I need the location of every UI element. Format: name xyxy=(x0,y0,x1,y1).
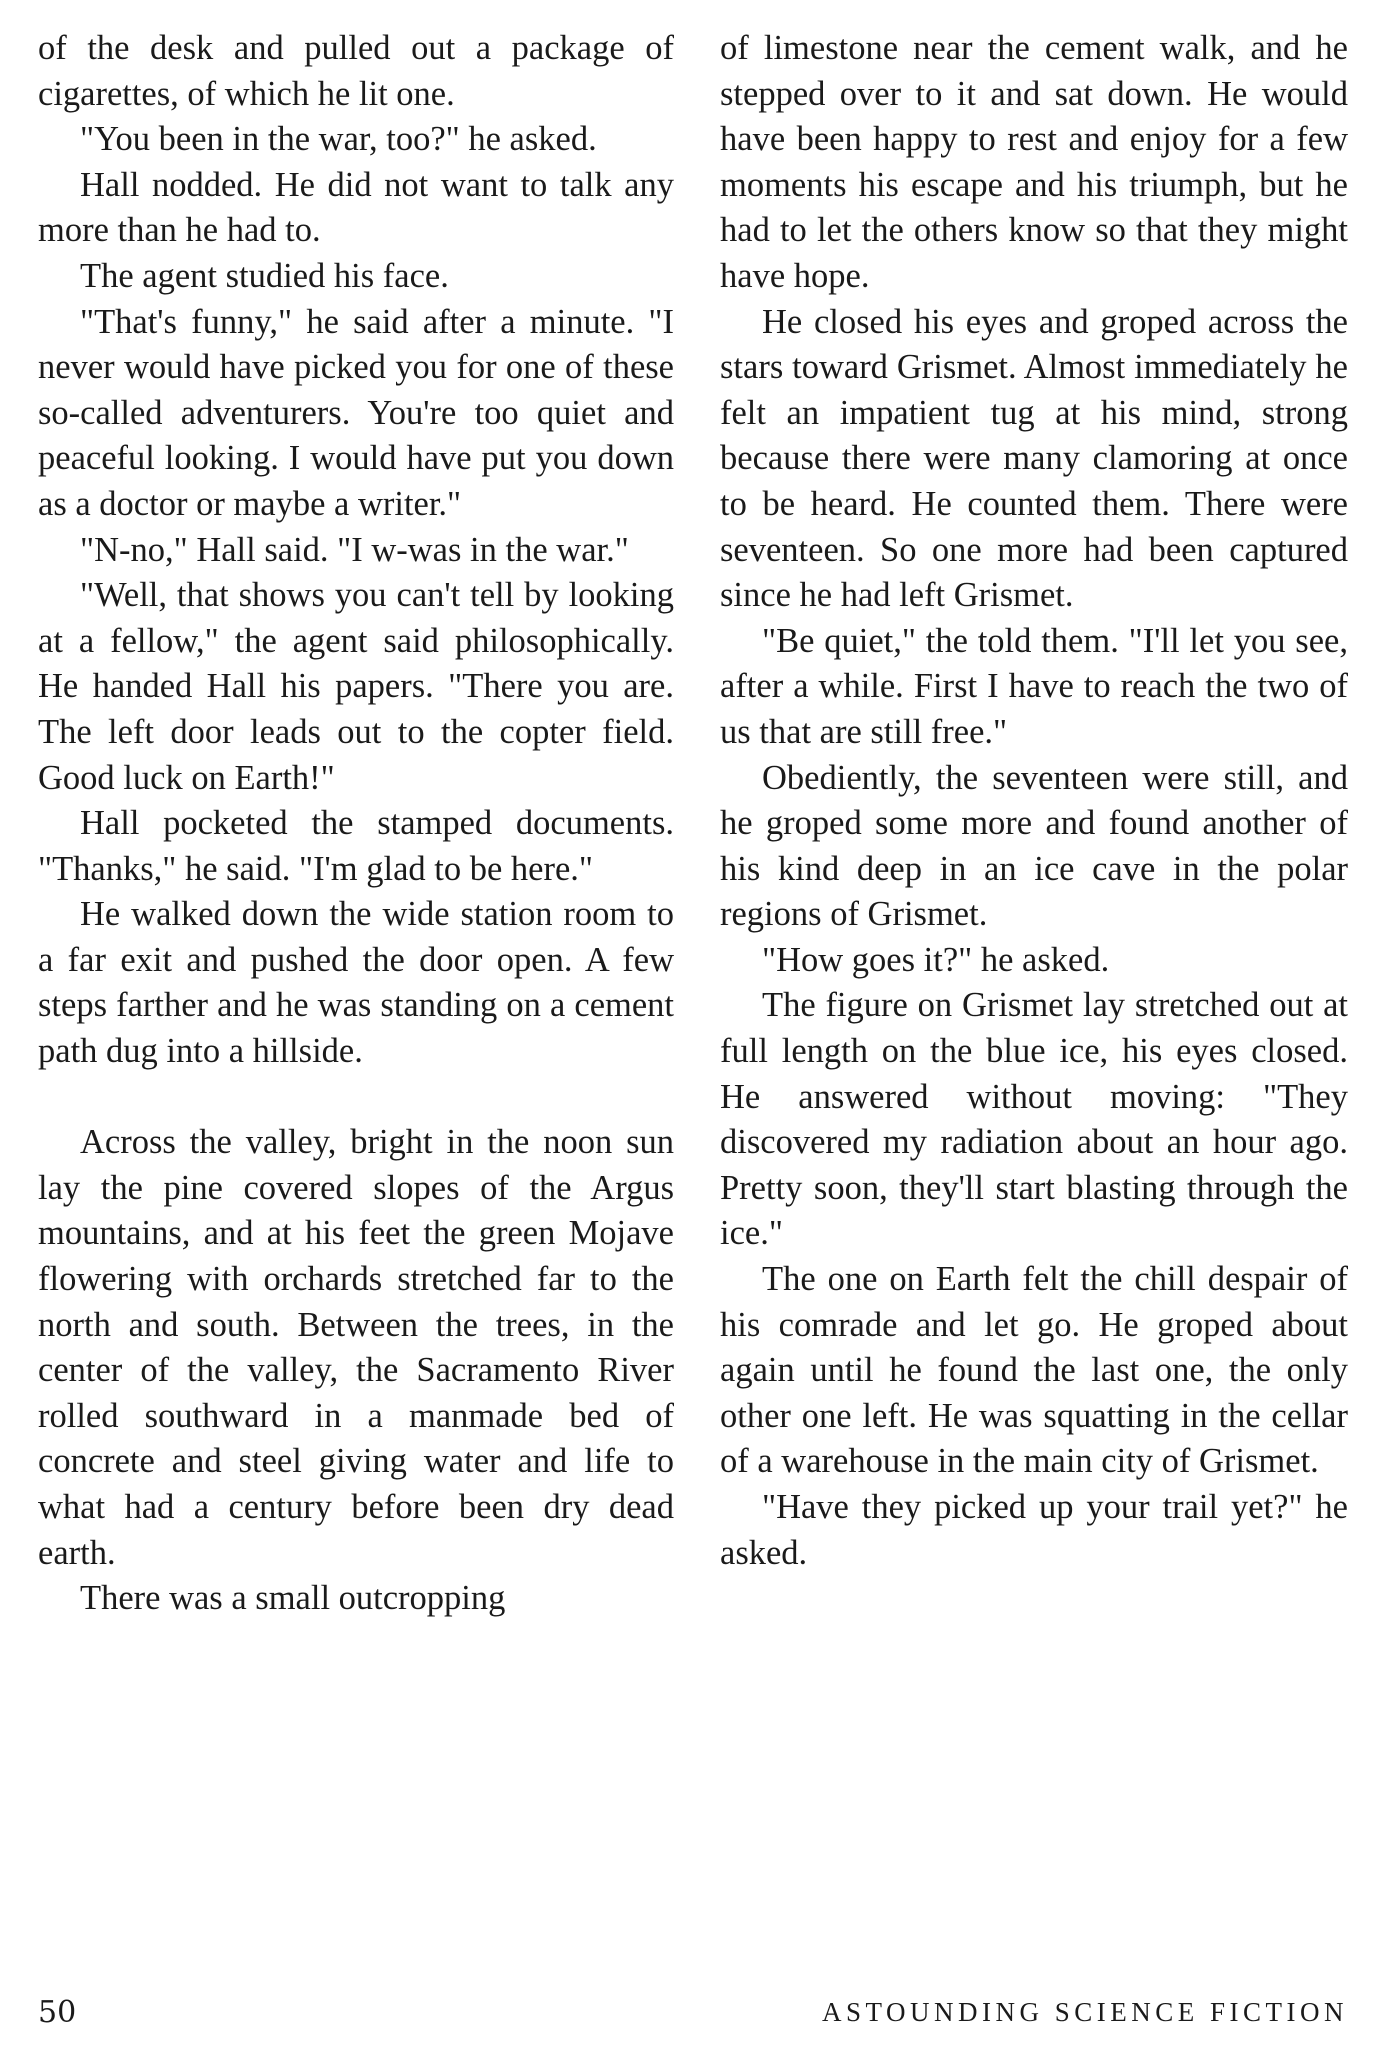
paragraph: "That's funny," he said after a minute. "I never would have picked you for one of these so-called adventurers. You're too quiet and peaceful looking. I would have put you down as a doctor or maybe a writer." xyxy=(38,302,674,523)
page-number: 50 xyxy=(38,1995,77,2030)
section-break xyxy=(38,1075,674,1121)
paragraph: There was a small outcropping xyxy=(80,1579,506,1618)
paragraph: He walked down the wide station room to a far exit and pushed the door open. A few steps farther and he was standing on a cement path dug into a hillside. xyxy=(38,895,674,1071)
paragraph: of the desk and pulled out a package of cigarettes, of which he lit one. xyxy=(38,29,674,113)
paragraph: "Well, that shows you can't tell by looking at a fellow," the agent said philosophically. He handed Hall his papers. "There you are. The left door leads out to the copter field. Good luck on Earth!" xyxy=(38,576,674,797)
left-column xyxy=(38,26,674,1622)
paragraph: "You been in the war, too?" he asked. xyxy=(80,120,597,159)
paragraph: Obediently, the seventeen were still, and he groped some more and found another of his kind deep in an ice cave in the polar regions of Grismet. xyxy=(720,758,1348,934)
paragraph: Hall pocketed the stamped documents. "Thanks," he said. "I'm glad to be here." xyxy=(38,804,674,888)
paragraph: The figure on Grismet lay stretched out at full length on the blue ice, his eyes closed. He answered without moving: "They discovered my radiation about an hour ago. Pretty soon, they'll start blasting through the ice." xyxy=(720,986,1348,1253)
paragraph: He closed his eyes and groped across the stars toward Grismet. Almost immediately he felt an impatient tug at his mind, strong because there were many clamoring at once to be heard. He counted them. There were seventeen. So one more had been captured since he had left Grismet. xyxy=(720,302,1348,615)
paragraph: "Be quiet," the told them. "I'll let you see, after a while. First I have to reach the two of us that are still free." xyxy=(720,621,1348,751)
paragraph: "Have they picked up your trail yet?" he asked. xyxy=(720,1488,1348,1572)
page-footer xyxy=(38,1995,1348,2039)
paragraph: The agent studied his face. xyxy=(80,256,449,295)
paragraph: of limestone near the cement walk, and he stepped over to it and sat down. He would have been happy to rest and enjoy for a few moments his escape and his triumph, but he had to let the others know so that they might have hope. xyxy=(720,29,1348,295)
paragraph: "How goes it?" he asked. xyxy=(762,940,1110,979)
paragraph: The one on Earth felt the chill despair of his comrade and let go. He groped about again until he found the last one, the only other one left. He was squatting in the cellar of a warehouse in the main city of Grismet. xyxy=(720,1260,1348,1481)
paragraph: "N-no," Hall said. "I w-was in the war." xyxy=(80,530,629,569)
running-title: ASTOUNDING SCIENCE FICTION xyxy=(821,1997,1348,2027)
paragraph: Hall nodded. He did not want to talk any more than he had to. xyxy=(38,165,674,250)
paragraph: Across the valley, bright in the noon sun lay the pine covered slopes of the Argus mountains, and at his feet the green Mojave flowering with orchards stretched far to the north and south. Between the trees, in the center of the valley, the Sacramento River rolled southward in a manmade bed of concrete and steel giving water and life to what had a century before been dry dead earth. xyxy=(38,1123,674,1572)
right-column xyxy=(720,26,1348,1576)
